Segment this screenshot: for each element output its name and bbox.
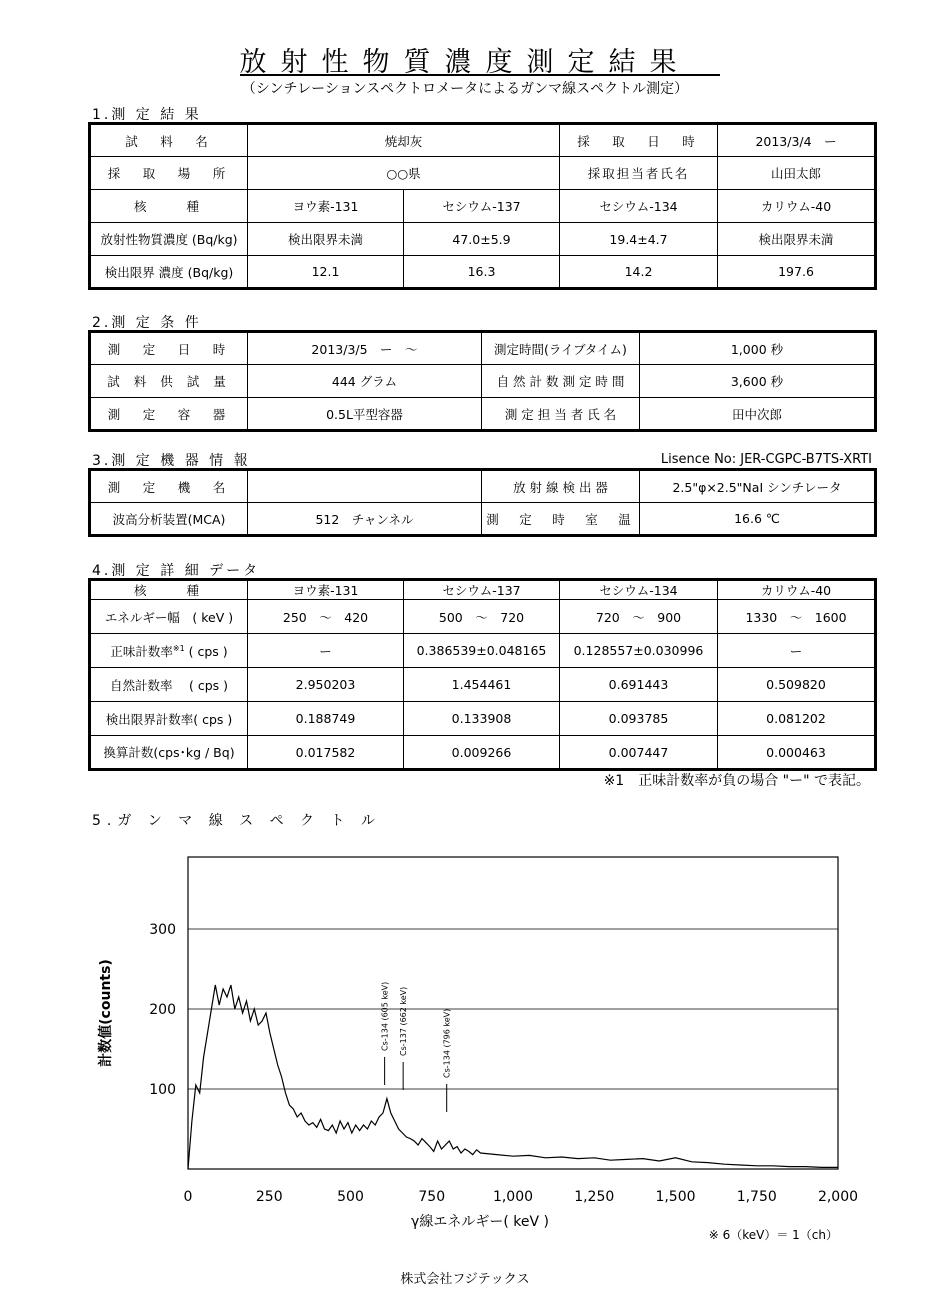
y-tick-label: 200	[149, 1002, 176, 1018]
page-subtitle: （シンチレーションスペクトロメータによるガンマ線スペクトル測定）	[241, 81, 689, 97]
equipment-value: 16.6 ℃	[640, 503, 876, 536]
equipment-label: 波高分析装置(MCA)	[90, 503, 248, 536]
concentration-cell: 検出限界未満	[718, 223, 876, 256]
x-tick-label: 2,000	[817, 1189, 859, 1205]
y-tick-label: 300	[149, 922, 176, 938]
x-tick-label: 1,500	[655, 1189, 696, 1205]
x-axis-label: γ線エネルギー( keV )	[411, 1214, 549, 1230]
condition-label: 測 定 担 当 者 氏 名	[482, 398, 640, 431]
section2-label: 2.測 定 条 件	[92, 315, 202, 331]
detail-nuclide-cell: セシウム-134	[560, 580, 718, 600]
detail-cell: 0.133908	[404, 702, 560, 736]
condition-label: 測 定 容 器	[90, 398, 248, 431]
detail-cell: 0.007447	[560, 736, 718, 770]
annotation-label: Cs-134 (605 keV)	[380, 981, 390, 1051]
peak-annotations	[381, 982, 452, 1112]
detail-cell: 2.950203	[248, 668, 404, 702]
footnote-marker: ※1	[172, 643, 185, 653]
concentration-cell: 検出限界未満	[248, 223, 404, 256]
condition-label: 試 料 供 試 量	[90, 365, 248, 398]
detail-row-label: 検出限界計数率( cps )	[90, 702, 248, 736]
channel-footnote: ※ 6（keV）＝ 1（ch）	[708, 1228, 838, 1242]
condition-value: 0.5L平型容器	[248, 398, 482, 431]
section4-label: 4.測 定 詳 細 データ	[92, 563, 261, 579]
y-tick-label: 100	[149, 1082, 176, 1098]
x-tick-label: 1,750	[736, 1189, 777, 1205]
license-number: Lisence No: JER-CGPC-B7TS-XRTI	[660, 452, 872, 467]
y-axis-label: 計数値(counts)	[98, 959, 114, 1067]
x-tick-label: 1,000	[492, 1189, 534, 1205]
limit-cell: 16.3	[404, 256, 560, 289]
limit-label: 検出限界 濃度 (Bq/kg)	[90, 256, 248, 289]
detail-nuclide-cell: セシウム-137	[404, 580, 560, 600]
detail-row-label: 換算計数(cps･kg / Bq)	[90, 736, 248, 770]
negative-note: ※1 正味計数率が負の場合 "ー" で表記。	[603, 773, 870, 789]
detail-cell: 0.081202	[718, 702, 876, 736]
nuclide-cell: セシウム-137	[404, 190, 560, 223]
equipment-label: 測 定 時 室 温	[482, 503, 640, 536]
nuclide-cell: セシウム-134	[560, 190, 718, 223]
section5-label: 5.ガ ン マ 線 ス ペ ク ト ル	[92, 813, 381, 829]
detail-cell: 0.128557±0.030996	[560, 634, 718, 668]
condition-value: 田中次郎	[640, 398, 876, 431]
detail-nuclide-label: 核 種	[90, 580, 248, 600]
limit-cell: 197.6	[718, 256, 876, 289]
section1-label: 1.測 定 結 果	[92, 107, 202, 123]
page-title: 放射性物質濃度測定結果	[239, 47, 691, 78]
equipment-value: 512 チャンネル	[248, 503, 482, 536]
limit-cell: 12.1	[248, 256, 404, 289]
detail-nuclide-cell: ヨウ素-131	[248, 580, 404, 600]
x-tick-label: 0	[183, 1189, 193, 1205]
y-ticks	[149, 922, 176, 1098]
spectrum-line	[188, 985, 838, 1169]
condition-value: 1,000 秒	[640, 332, 876, 365]
condition-value: 3,600 秒	[640, 365, 876, 398]
nuclide-label: 核 種	[90, 190, 248, 223]
detail-cell: 0.386539±0.048165	[404, 634, 560, 668]
place-value: ○○県	[248, 157, 560, 190]
detail-cell: ー	[718, 634, 876, 668]
detail-cell: 0.691443	[560, 668, 718, 702]
x-tick-label: 1,250	[574, 1189, 615, 1205]
detail-cell: 0.000463	[718, 736, 876, 770]
equipment-label: 測 定 機 名	[90, 470, 248, 503]
net-rate-label: 正味計数率	[110, 643, 173, 659]
concentration-cell: 19.4±4.7	[560, 223, 718, 256]
detail-cell: 0.009266	[404, 736, 560, 770]
nuclide-cell: カリウム-40	[718, 190, 876, 223]
annotation-label: Cs-137 (662 keV)	[399, 986, 409, 1056]
person-label: 採取担当者氏名	[560, 157, 718, 190]
limit-cell: 14.2	[560, 256, 718, 289]
company-name: 株式会社フジテックス	[400, 1272, 530, 1287]
x-ticks	[184, 1189, 859, 1205]
date-value: 2013/3/4 ー	[718, 124, 876, 157]
concentration-cell: 47.0±5.9	[404, 223, 560, 256]
sample-label: 試 料 名	[90, 124, 248, 157]
detail-cell: 0.017582	[248, 736, 404, 770]
detail-cell: ー	[248, 634, 404, 668]
detail-cell: 0.509820	[718, 668, 876, 702]
detail-cell: 1330 ～ 1600	[718, 600, 876, 634]
condition-label: 測 定 日 時	[90, 332, 248, 365]
concentration-label: 放射性物質濃度 (Bq/kg)	[90, 223, 248, 256]
x-tick-label: 500	[337, 1189, 364, 1205]
date-label: 採 取 日 時	[560, 124, 718, 157]
detail-nuclide-cell: カリウム-40	[718, 580, 876, 600]
annotation-label: Cs-134 (796 keV)	[442, 1008, 452, 1078]
detail-cell: 720 ～ 900	[560, 600, 718, 634]
condition-label: 自 然 計 数 測 定 時 間	[482, 365, 640, 398]
detail-row-label: 自然計数率 ( cps )	[90, 668, 248, 702]
person-value: 山田太郎	[718, 157, 876, 190]
equipment-value: 2.5"φ×2.5"NaI シンチレータ	[640, 470, 876, 503]
grid-lines	[188, 929, 838, 1089]
x-tick-label: 750	[418, 1189, 446, 1205]
detail-cell: 0.188749	[248, 702, 404, 736]
equipment-label: 放 射 線 検 出 器	[482, 470, 640, 503]
condition-value: 444 グラム	[248, 365, 482, 398]
detail-cell: 1.454461	[404, 668, 560, 702]
condition-label: 測定時間(ライブタイム)	[482, 332, 640, 365]
detail-cell: 250 ～ 420	[248, 600, 404, 634]
net-rate-unit: ( cps )	[184, 643, 228, 659]
nuclide-cell: ヨウ素-131	[248, 190, 404, 223]
section3-label: 3.測 定 機 器 情 報	[92, 453, 251, 469]
condition-value: 2013/3/5 ー ～	[248, 332, 482, 365]
detail-cell: 0.093785	[560, 702, 718, 736]
detail-cell: 500 ～ 720	[404, 600, 560, 634]
sample-value: 焼却灰	[248, 124, 560, 157]
detail-row-label: エネルギー幅 ( keV )	[90, 600, 248, 634]
x-tick-label: 250	[255, 1189, 283, 1205]
plot-frame	[188, 857, 838, 1169]
place-label: 採 取 場 所	[90, 157, 248, 190]
